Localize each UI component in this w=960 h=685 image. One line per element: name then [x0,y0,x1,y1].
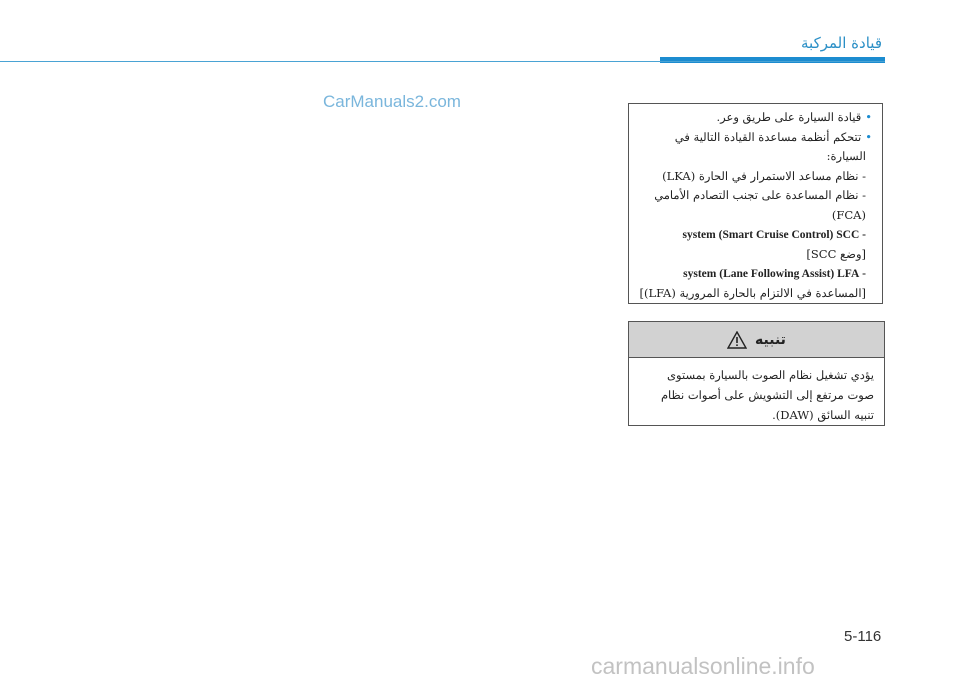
page-number: 5-116 [844,628,882,645]
notice-title: تنبيه [755,331,786,348]
system-item-fca: - نظام المساعدة على تجنب التصادم الأمامي [654,188,866,203]
system-item-scc: - system (Smart Cruise Control) SCC [682,228,866,241]
notice-body [629,358,884,429]
list-item-continuation: السيارة: [826,149,866,164]
system-item-scc-mode: [وضع SCC] [806,247,866,262]
list-item: •قيادة السيارة على طريق وعر. [716,110,872,124]
notice-line: يؤدي تشغيل نظام الصوت بالسيارة بمستوى [667,368,874,382]
notice-line: تنبيه السائق (DAW). [772,408,874,422]
chapter-title: قيادة المركبة [801,34,882,52]
notice-header [629,322,884,358]
system-item-fca-abbr: (FCA) [831,207,866,222]
bullet-icon: • [865,110,872,124]
notice-box [628,321,885,426]
bullet-icon: • [865,129,872,144]
list-item: •تتحكم أنظمة مساعدة القيادة التالية في [674,129,872,144]
watermark-link-top[interactable]: CarManuals2.com [323,92,461,111]
conditions-box [628,103,883,304]
header-accent-bar [660,57,885,63]
system-item-lfa: - system (Lane Following Assist) LFA [683,267,866,280]
warning-triangle-icon [727,331,747,349]
watermark-link-bottom[interactable]: carmanualsonline.info [591,653,815,679]
system-item-lfa-desc: [المساعدة في الالتزام بالحارة المرورية (LFA)] [639,286,866,301]
header-divider [0,61,885,62]
notice-line: صوت مرتفع إلى التشويش على أصوات نظام [660,388,874,402]
system-item-lka: - نظام مساعد الاستمرار في الحارة (LKA) [662,168,866,183]
